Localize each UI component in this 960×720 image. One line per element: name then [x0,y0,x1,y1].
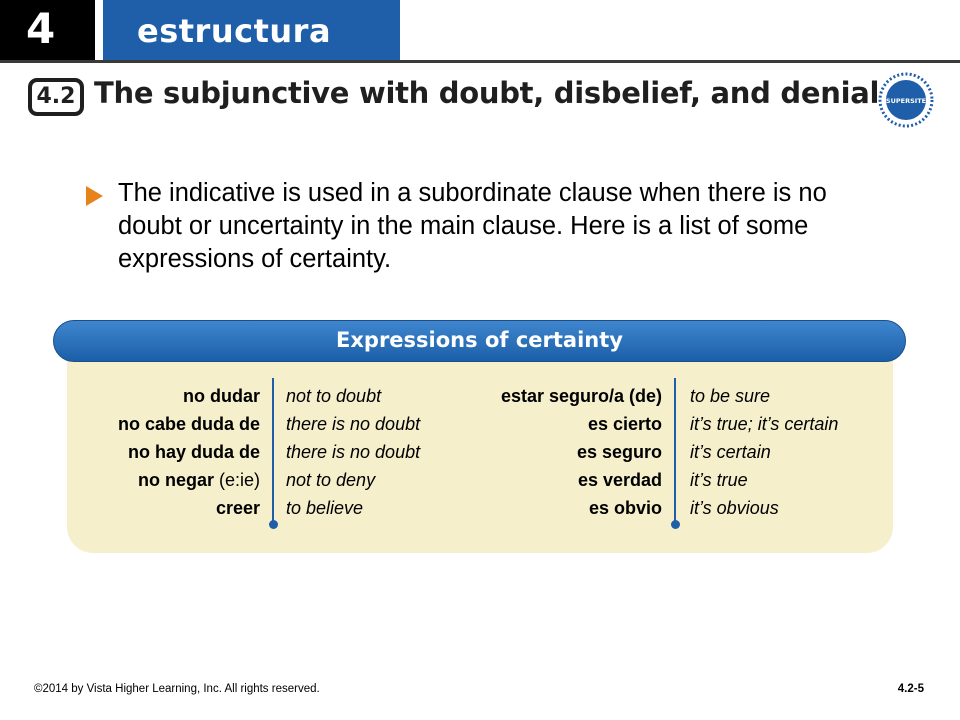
section-title: The subjunctive with doubt, disbelief, and denial [94,76,880,110]
column-divider-left [272,378,274,524]
bullet-arrow-icon [86,186,103,206]
supersite-logo-icon[interactable] [878,72,934,128]
expression-en-its-certain: it’s certain [690,442,771,462]
expression-es-es-obvio: es obvio [588,498,662,518]
chapter-number-box [0,0,95,60]
expression-es-estar-seguro: estar seguro/a (de) [500,386,662,406]
section-number-badge [28,78,84,116]
expression-en-there-is-no-doubt-2: there is no doubt [286,442,421,462]
expression-en-not-to-deny: not to deny [286,470,376,490]
expression-es-es-cierto: es cierto [587,414,662,434]
expression-es-no-negar: no negar (e:ie) [137,470,260,490]
chapter-title: estructura [137,12,332,50]
expression-en-to-believe: to believe [286,498,364,518]
supersite-logo-text: SUPERSITE [885,97,927,105]
expression-es-es-verdad: es verdad [577,470,662,490]
expression-es-no-hay-duda-de: no hay duda de [127,442,260,462]
expression-es-es-seguro: es seguro [576,442,662,462]
column-divider-left-dot [269,520,278,529]
column-divider-right-dot [671,520,680,529]
header-rule [0,60,960,63]
column-divider-right [674,378,676,524]
expression-en-its-true: it’s true [690,470,748,490]
expression-en-to-be-sure: to be sure [690,386,771,406]
expression-es-no-cabe-duda-de: no cabe duda de [117,414,260,434]
header-gap [95,0,103,60]
expressions-table-header [53,320,906,362]
expression-en-not-to-doubt: not to doubt [286,386,382,406]
chapter-title-box [103,0,400,60]
bullet-text: The indicative is used in a subordinate clause when there is no doubt or uncertainty in the main clause. Here is a list of some expressions of certainty. [118,179,827,273]
copyright-notice: ©2014 by Vista Higher Learning, Inc. All rights reserved. [34,683,320,695]
expression-en-its-true-its-certain: it’s true; it’s certain [690,414,839,434]
expression-en-there-is-no-doubt: there is no doubt [286,414,421,434]
section-number: 4.2 [36,84,76,109]
expression-es-creer: creer [215,498,260,518]
slide-number: 4.2-5 [897,683,924,695]
stem-change-note: (e:ie) [213,470,260,490]
chapter-number: 4 [26,4,56,53]
expression-en-its-obvious: it’s obvious [690,498,779,518]
expressions-table-title: Expressions of certainty [336,328,623,352]
expression-es-no-dudar: no dudar [183,386,260,406]
